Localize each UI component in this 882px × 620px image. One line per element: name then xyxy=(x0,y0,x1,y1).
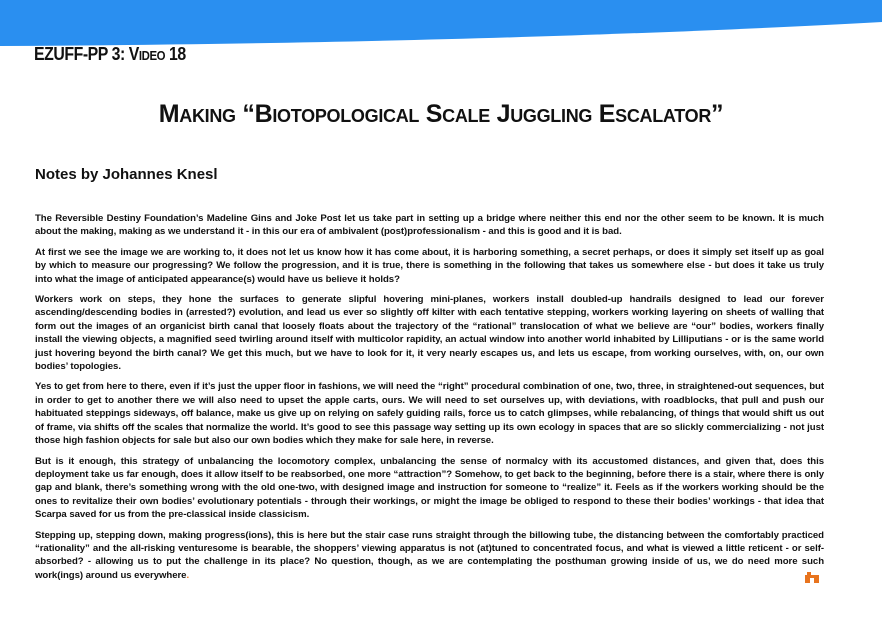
final-mark: . xyxy=(186,569,190,581)
paragraph-6-text: Stepping up, stepping down, making progress(ions), this is here but the stair case runs straight through the billowing tube, the distancing between the comfortably practiced “rationality” and the all-risking venturesome is bearable, the shoppers’ viewing apparatus is not (at)tuned to concentrated focus, and what is viewed a little reticent - or self-absorbed? - allowing us to put the challenge in its place? No question, though, as we are contemplating the posthuman growing inside of us, we do need more such work(ings) around us everywhere xyxy=(35,529,824,581)
series-label xyxy=(34,44,186,65)
header-band xyxy=(0,0,882,48)
paragraph-2: At first we see the image we are working to, it does not let us know how it has come about, it is harboring something, a secret perhaps, or does it simply set itself up as goal by which to measure our progressing? We follow the progression, and it is true, there is something in the following that takes us somewhere else - but does it take us truly into what the image of anticipated appearance(s) would have us believe it holds? xyxy=(35,246,824,285)
byline: Notes by Johannes Knesl xyxy=(35,166,218,183)
paragraph-1: The Reversible Destiny Foundation’s Madeline Gins and Joke Post let us take part in setting up a bridge where neither this end nor the other seem to be known. It is much about the making, making as we understand it - in this our era of ambivalent (post)professionalism - and this is good and it is bad. xyxy=(35,213,824,238)
page-title: Making “Biotopological Scale Juggling Escalator” xyxy=(158,100,724,128)
paragraph-4: Yes to get from here to there, even if it’s just the upper floor in fashions, we will need the “right” procedural combination of one, two, three, in straightened-out sequences, but in order to get to another there we will also need to upset the apple carts, ours. We will need to set ourselves up, with deviations, with roadblocks, that pull and push our habituated steppings sideways, off balance, make us give up on relying on safely guiding rails, force us to catch glimpses, while rebalancing, of things that would shift us out of frame, via shifts off the scales that normalize the world. It’s good to see this passage way setting up its own ecology in spaces that are so slickly commercializing - not just those high fashion objects for sale but also our own bodies which they make for sale here, in reverse. xyxy=(35,381,824,447)
home-icon-shape xyxy=(804,571,820,583)
paragraph-6 xyxy=(35,529,824,583)
article-body xyxy=(35,212,824,589)
header-band-shape xyxy=(0,0,882,48)
paragraph-3: Workers work on steps, they hone the surfaces to generate slipful hovering mini-planes, workers install doubled-up handrails designed to lead our forever ascending/descending bodies in (arrested?) evolution, and lead us ever so slightly off kilter with each tentative stepping, workers working layering on sheets of walling that form out the images of an organicist birth canal that loosely floats about the trajectory of the “rational” translocation of what we believe are “our” bodies, workers finally install the viewing objects, a magnified seed twirling around itself with multicolor rapidity, an actual window into another world inhabited by Lilliputians - or is the same world just hovering beyond the birth canal? We get this much, but we have to look for it, it very nearly escapes us, and lets us escape, from working ourselves, with, on, our own bodies’ topologies. xyxy=(35,294,824,373)
series-label-prefix: EZUFF-PP 3: xyxy=(34,44,129,64)
paragraph-5: But is it enough, this strategy of unbalancing the locomotory complex, unbalancing the sense of normalcy with its accustomed distances, and given that, does this deployment take us far enough, does it allow itself to be reabsorbed, one more “attraction”? Somehow, to get back to the beginning, before there is a stair, where there is only gap and blank, there’s something wrong with the old one-two, with designed image and instruction for someone to “realize” it. Feels as if the workers working should be the ones to revitalize their own bodies’ evolutionary potentials - through their workings, or might the image be obliged to respond to these their bodies’ workings - that idea that Scarpa saved for us from the pre-classical inside classicism. xyxy=(35,455,824,521)
series-label-suffix: Video 18 xyxy=(128,44,186,64)
home-icon[interactable] xyxy=(804,570,820,582)
